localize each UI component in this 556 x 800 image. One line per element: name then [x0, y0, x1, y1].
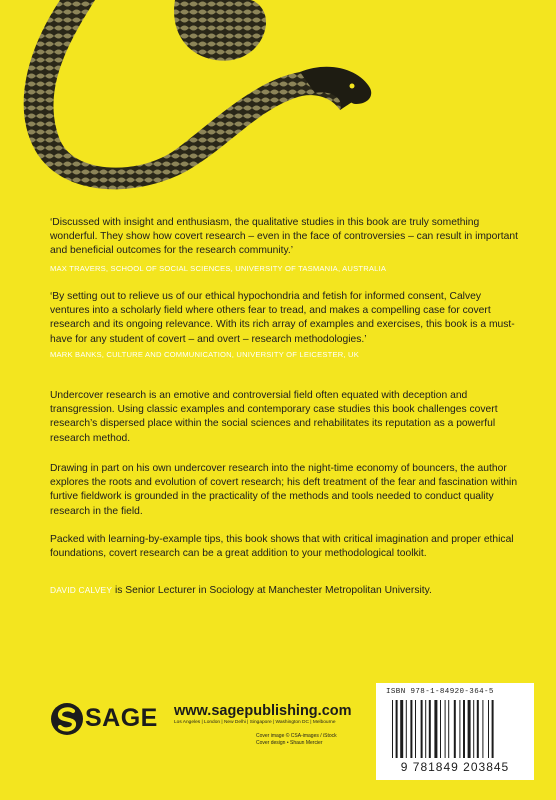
- author-bio: [50, 583, 520, 598]
- publisher-logo-word: SAGE: [85, 704, 158, 732]
- publisher-url: www.sagepublishing.com: [174, 703, 352, 719]
- barcode-digits: 9 781849 203845: [400, 760, 510, 774]
- cover-credits: [256, 733, 337, 747]
- quote-text: ‘By setting out to relieve us of our ethical hypochondria and fetish for informed consent, Calvey ventures into a scholarly field where others fear to tread, and makes a compelling case for covert research and its ongoing relevance. With its rich array of examples and exercises, this book is a must-have for any student of covert – and overt – research methodologies.’: [50, 291, 515, 345]
- publisher-cities: Los Angeles | London | New Delhi | Singapore | Washington DC | Melbourne: [174, 720, 336, 725]
- cover-design-credit: Cover design • Shaun Mercier: [256, 740, 323, 747]
- sage-logo-icon: [50, 702, 84, 736]
- snake-illustration: [0, 0, 556, 200]
- author-name: DAVID CALVEY: [50, 585, 113, 595]
- description-paragraph: Undercover research is an emotive and controversial field often equated with deception and transgression. Using classic examples and contemporary case studies this book challenges covert research’s dispersed place within the social sciences and rehabilitates its reputation as a powerful research method.: [50, 390, 498, 444]
- quote-attribution: MAX TRAVERS, SCHOOL OF SOCIAL SCIENCES, UNIVERSITY OF TASMANIA, AUSTRALIA: [50, 264, 387, 273]
- description-paragraph: Packed with learning-by-example tips, this book shows that with critical imagination and proper ethical foundations, covert research can be a great addition to your methodological toolkit.: [50, 534, 514, 560]
- isbn-label: ISBN 978-1-84920-364-5: [386, 688, 494, 696]
- quote-attribution: MARK BANKS, CULTURE AND COMMUNICATION, UNIVERSITY OF LEICESTER, UK: [50, 350, 359, 359]
- cover-image-credit: Cover image © CSA-images / iStock: [256, 733, 337, 739]
- author-bio-text: is Senior Lecturer in Sociology at Manchester Metropolitan University.: [112, 585, 432, 596]
- quote-text: ‘Discussed with insight and enthusiasm, the qualitative studies in this book are truly something wonderful. They show how covert research – even in the face of controversies – can result in important and beneficial outcomes for the research community.’: [50, 217, 518, 257]
- description-paragraph: Drawing in part on his own undercover research into the night-time economy of bouncers, the author explores the roots and evolution of covert research; his deft treatment of the fear and fascination within furtive fieldwork is grounded in the practicality of the methods and tools needed to conduct quality research in the field.: [50, 463, 518, 517]
- barcode-bars: [390, 700, 526, 758]
